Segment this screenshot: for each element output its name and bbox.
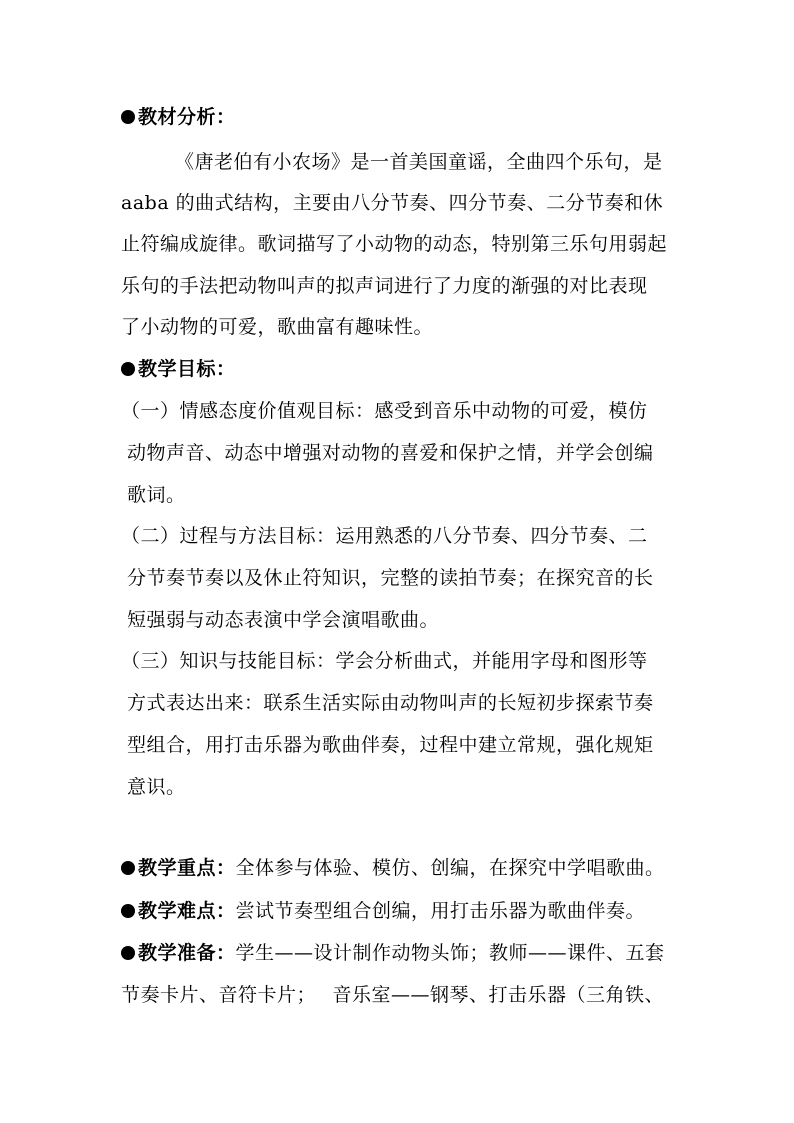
difficulty — [121, 899, 645, 923]
goal2-line-3: 短强弱与动态表演中学会演唱歌曲。 — [127, 609, 440, 631]
goal2-line-1: （二）过程与方法目标：运用熟悉的八分节奏、四分节奏、二 — [121, 525, 648, 547]
goal3-line-2: 方式表达出来：联系生活实际由动物叫声的长短初步探索节奏 — [127, 692, 654, 714]
analysis-heading: 教材分析： — [121, 105, 236, 129]
goal3-line-4: 意识。 — [127, 776, 186, 798]
goals-heading: 教学目标： — [121, 357, 236, 381]
goal1-line-1: （一）情感态度价值观目标：感受到音乐中动物的可爱，模仿 — [121, 400, 648, 422]
analysis-line-2: aaba 的曲式结构，主要由八分节奏、四分节奏、二分节奏和休 — [121, 192, 664, 214]
goal2-line-2: 分节奏节奏以及休止符知识，完整的读拍节奏；在探究音的长 — [127, 567, 654, 589]
analysis-line-1: 《唐老伯有小农场》是一首美国童谣，全曲四个乐句，是 — [175, 151, 663, 173]
preparation-text-1: 学生——设计制作动物头饰；教师——课件、五套 — [235, 942, 665, 964]
bullet-icon — [121, 110, 135, 124]
key-point — [121, 856, 665, 880]
bullet-icon — [121, 362, 135, 376]
difficulty-label: 教学难点： — [138, 900, 236, 922]
preparation-label: 教学准备： — [138, 942, 236, 964]
preparation-line-2: 节奏卡片、音符卡片； 音乐室——钢琴、打击乐器（三角铁、 — [121, 984, 665, 1006]
goal3-line-1: （三）知识与技能目标：学会分析曲式，并能用字母和图形等 — [121, 650, 648, 672]
bullet-icon — [121, 946, 135, 960]
goal1-line-2: 动物声音、动态中增强对动物的喜爱和保护之情，并学会创编 — [127, 442, 654, 464]
analysis-line-3: 止符编成旋律。歌词描写了小动物的动态，特别第三乐句用弱起 — [121, 233, 668, 255]
goal3-line-3: 型组合，用打击乐器为歌曲伴奏，过程中建立常规，强化规矩 — [127, 734, 654, 756]
key-point-label: 教学重点： — [138, 857, 236, 879]
preparation — [121, 941, 665, 965]
goal1-line-3: 歌词。 — [127, 484, 186, 506]
analysis-line-5: 了小动物的可爱，歌曲富有趣味性。 — [121, 316, 434, 338]
bullet-icon — [121, 861, 135, 875]
difficulty-text: 尝试节奏型组合创编，用打击乐器为歌曲伴奏。 — [235, 900, 646, 922]
key-point-text: 全体参与体验、模仿、创编，在探究中学唱歌曲。 — [235, 857, 665, 879]
bullet-icon — [121, 904, 135, 918]
analysis-line-4: 乐句的手法把动物叫声的拟声词进行了力度的渐强的对比表现 — [121, 275, 648, 297]
